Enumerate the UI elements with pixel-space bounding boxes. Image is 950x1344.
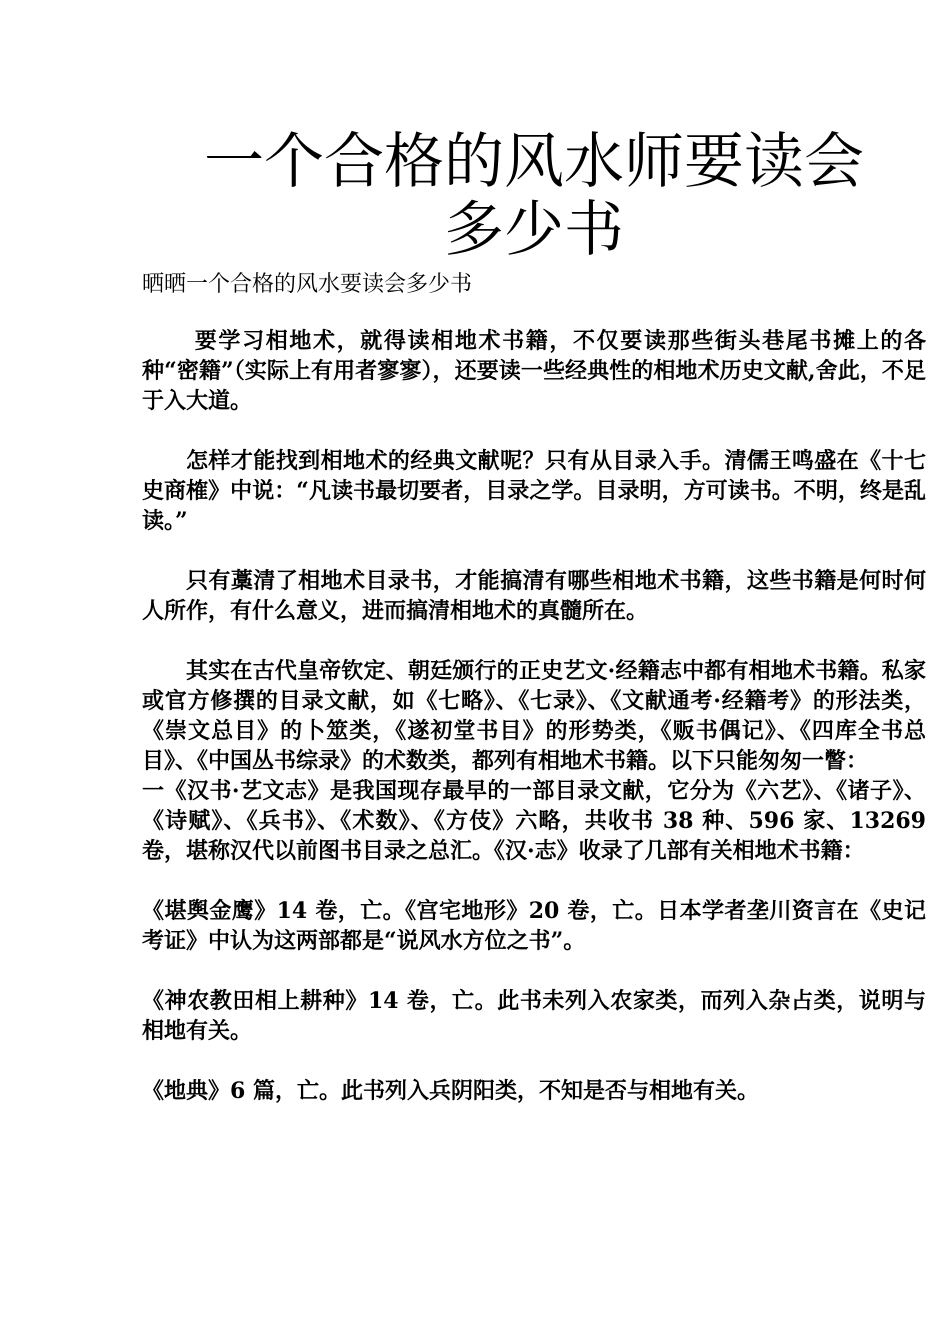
document-subtitle: 晒晒一个合格的风水要读会多少书 (142, 272, 473, 297)
paragraph-4: 其实在古代皇帝钦定、朝廷颁行的正史艺文·经籍志中都有相地术书籍。私家或官方修撰的目录文献，如《七略》、《七录》、《文献通考·经籍考》的形法类，《崇文总目》的卜筮类，《遂初堂书目》的形势类，《贩书偶记》、《四库全书总目》、《中国丛书综录》的术数类，都列有相地术书籍。以下只能匆匆一瞥： (142, 658, 926, 774)
spacer (142, 626, 926, 656)
paragraph-6: 《堪舆金鹰》14 卷，亡。《宫宅地形》20 卷，亡。日本学者垄川资言在《史记考证》中认为这两部都是“说风水方位之书”。 (142, 898, 926, 954)
paragraph-3: 只有藁清了相地术目录书，才能搞清有哪些相地术书籍，这些书籍是何时何人所作，有什么意义，进而搞清相地术的真髓所在。 (142, 568, 926, 624)
spacer (142, 956, 926, 986)
spacer (142, 866, 926, 896)
spacer (142, 300, 926, 326)
paragraph-1: 要学习相地术，就得读相地术书籍，不仅要读那些街头巷尾书摊上的各种“密籍”（实际上有用者寥寥），还要读一些经典性的相地术历史文献,舍此，不足于入大道。 (142, 328, 926, 414)
paragraph-5: 一《汉书·艺文志》是我国现存最早的一部目录文献，它分为《六艺》、《诸子》、《诗赋》、《兵书》、《术数》、《方伎》六略，共收书 38 种、596 家、13269 卷，堪称汉代以前图书目录之总汇。《汉·志》收录了几部有关相地术书籍： (142, 778, 926, 864)
spacer (142, 416, 926, 446)
paragraph-2: 怎样才能找到相地术的经典文献呢？只有从目录入手。清儒王鸣盛在《十七史商榷》中说：“凡读书最切要者，目录之学。目录明，方可读书。不明，终是乱读。” (142, 448, 926, 534)
document-page (142, 128, 926, 1106)
spacer (142, 1046, 926, 1076)
title-line-2: 多少书 (444, 195, 624, 265)
document-title (142, 128, 926, 264)
paragraph-8: 《地典》6 篇，亡。此书列入兵阴阳类，不知是否与相地有关。 (142, 1078, 759, 1104)
spacer (142, 536, 926, 566)
title-line-1: 一个合格的风水师要读会 (204, 127, 864, 197)
paragraph-7: 《神农教田相上耕种》14 卷，亡。此书未列入农家类，而列入杂占类，说明与相地有关。 (142, 988, 926, 1044)
